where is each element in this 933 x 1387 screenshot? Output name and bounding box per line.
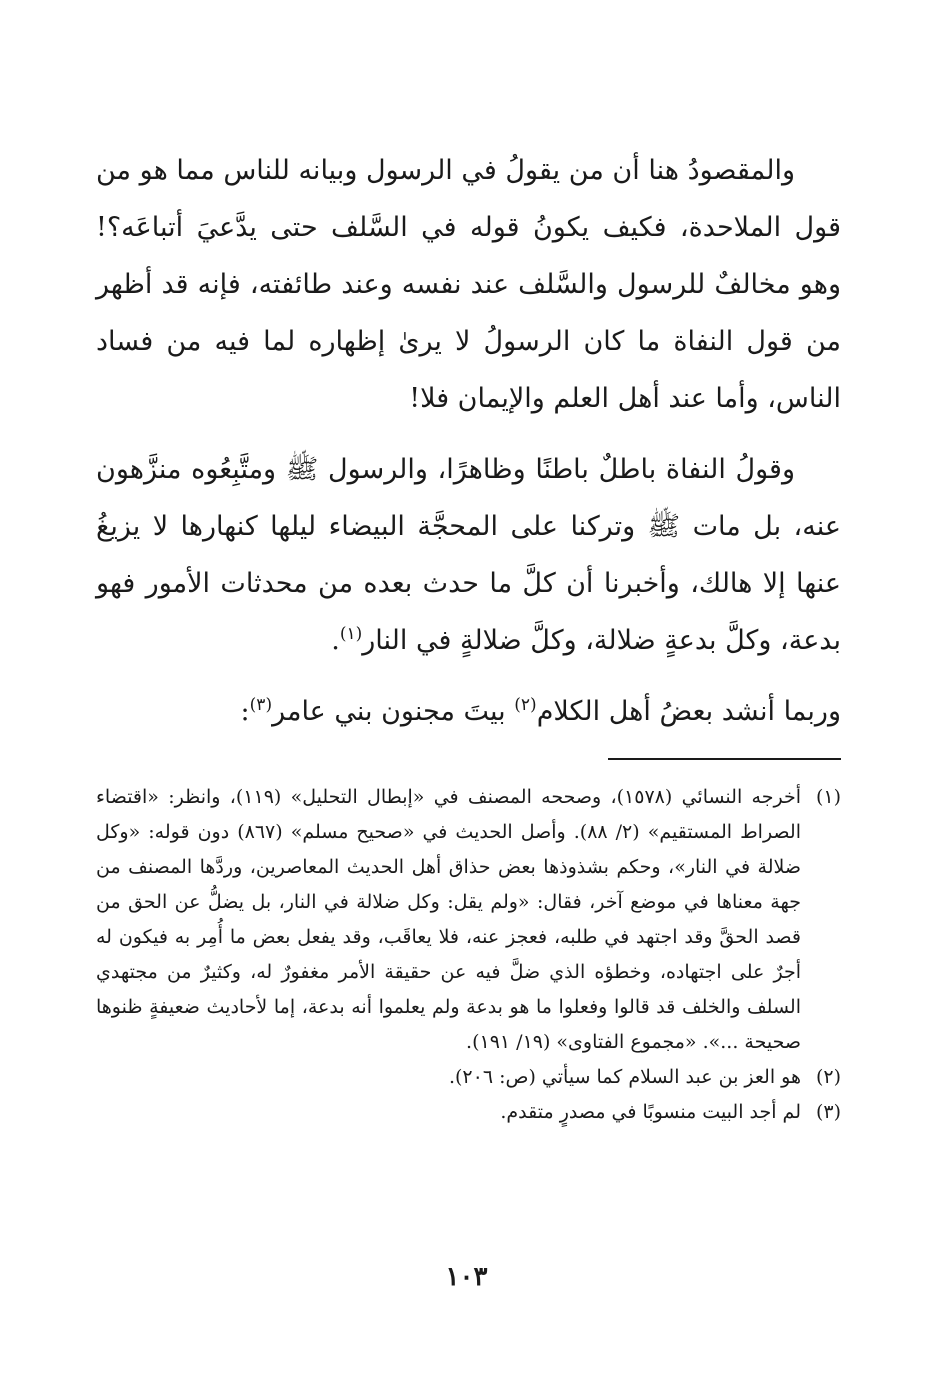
footnote-separator: [608, 758, 841, 760]
footnote-text: هو العز بن عبد السلام كما سيأتي (ص: ٢٠٦).: [448, 1066, 801, 1088]
footnote-1: [96, 780, 841, 1060]
paragraph-2: [96, 441, 841, 669]
footnote-text: أخرجه النسائي (١٥٧٨)، وصححه المصنف في «إبطال التحليل» (١١٩)، وانظر: «اقتضاء الصراط المستقيم» (٢/ ٨٨). وأصل الحديث في «صحيح مسلم» (٨٦٧) دون قوله: «وكل ضلالة في النار»، وحكم بشذوذها بعض حذاق أهل الحديث المعاصرين، وردَّها المصنف من جهة معناها في موضع آخر، فقال: «ولم يقل: وكل ضلالة في النار، بل يضلُّ عن الحق من قصد الحقَّ وقد اجتهد في طلبه، فعجز عنه، فلا يعاقَب، وقد يفعل بعض ما أُمِر به فيكون له أجرٌ على اجتهاده، وخطؤه الذي ضلَّ فيه عن حقيقة الأمر مغفورٌ له، وكثيرٌ من مجتهدي السلف والخلف قد قالوا وفعلوا ما هو بدعة ولم يعلموا أنه بدعة، إما لأحاديث ضعيفةٍ ظنوها صحيحة ...». «مجموع الفتاوى» (١٩/ ١٩١).: [96, 786, 801, 1053]
footnote-text: لم أجد البيت منسوبًا في مصدرٍ متقدم.: [500, 1101, 801, 1123]
paragraph-3-part1: وربما أنشد بعضُ أهل الكلام: [536, 696, 841, 727]
footnotes: [96, 780, 841, 1130]
paragraph-3-end: :: [240, 696, 250, 727]
main-text: [96, 142, 841, 754]
footnote-3: [96, 1095, 841, 1130]
footnote-ref-1[interactable]: (١): [339, 624, 363, 644]
page-number: ١٠٣: [445, 1262, 488, 1292]
footnote-ref-2[interactable]: (٢): [514, 695, 537, 715]
footnote-2: [96, 1060, 841, 1095]
footnote-ref-3[interactable]: (٣): [249, 695, 273, 715]
footnote-number: (١): [815, 786, 841, 808]
paragraph-1-text: والمقصودُ هنا أن من يقولُ في الرسول وبيانه للناس مما هو من قول الملاحدة، فكيف يكونُ قوله في السَّلف حتى يدَّعيَ أتباعَه؟! وهو مخالفٌ للرسول والسَّلف عند نفسه وعند طائفته، فإنه قد أظهر من قول النفاة ما كان الرسولُ لا يرىٰ إظهاره لما فيه من فساد الناس، وأما عند أهل العلم والإيمان فلا!: [96, 155, 841, 414]
paragraph-1: [96, 142, 841, 427]
footnote-number: (٣): [815, 1101, 841, 1123]
paragraph-3: [96, 683, 841, 740]
paragraph-2-end: .: [331, 625, 340, 656]
footnote-number: (٢): [815, 1066, 841, 1088]
paragraph-2-text: وقولُ النفاة باطلٌ باطنًا وظاهرًا، والرسول ﷺ ومتَّبِعُوه منزَّهون عنه، بل مات ﷺ وتركنا على المحجَّة البيضاء ليلها كنهارها لا يزيغُ عنها إلا هالك، وأخبرنا أن كلَّ ما حدث بعده من محدثات الأمور فهو بدعة، وكلَّ بدعةٍ ضلالة، وكلَّ ضلالةٍ في النار: [96, 454, 841, 656]
paragraph-3-part2: بيتَ مجنون بني عامر: [272, 696, 515, 727]
